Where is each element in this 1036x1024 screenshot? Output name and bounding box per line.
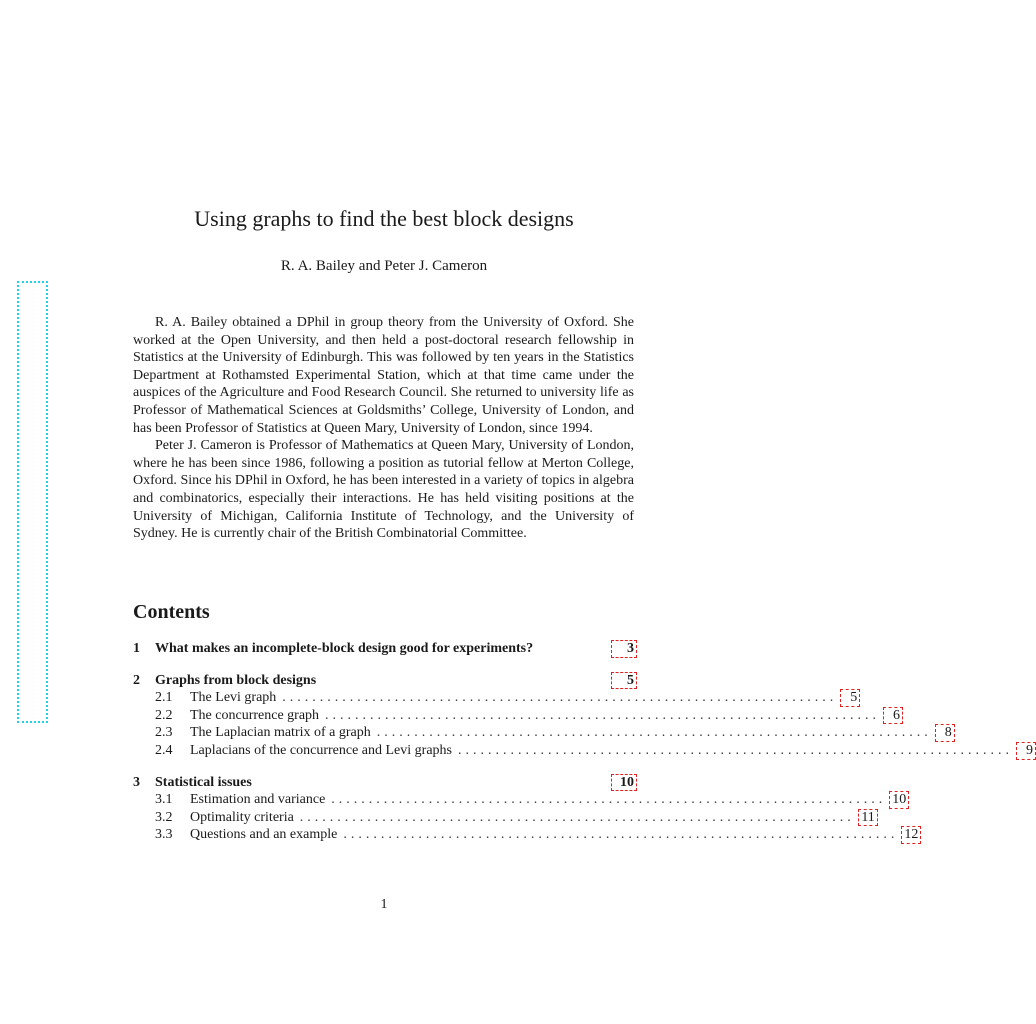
toc-subsection-2-3 <box>155 724 952 742</box>
toc-leader-dots: .......................................................................... <box>299 809 855 825</box>
toc-leader-dots: .......................................................................... <box>376 725 932 741</box>
toc-subsection-title[interactable]: Optimality criteria <box>190 809 294 825</box>
toc-section-title[interactable]: What makes an incomplete-block design good for experiments? <box>155 641 534 656</box>
toc-subsection-title[interactable]: Estimation and variance <box>190 792 326 808</box>
toc-page-link[interactable]: 5 <box>614 672 634 690</box>
toc-page-link[interactable]: 3 <box>614 640 634 658</box>
toc-subsection-3-1 <box>155 791 907 809</box>
toc-subsection-title[interactable]: Questions and an example <box>190 827 338 843</box>
toc-page-link[interactable]: 6 <box>886 707 900 725</box>
toc-subsection-title[interactable]: The concurrence graph <box>190 707 320 723</box>
toc-page-link[interactable]: 8 <box>938 724 952 742</box>
toc-subsection-number: 2.1 <box>155 690 173 706</box>
toc-page-link[interactable]: 12 <box>904 826 918 844</box>
toc-leader-dots: .......................................................................... <box>458 742 1013 758</box>
toc-section-title[interactable]: Statistical issues <box>155 774 252 790</box>
toc-subsection-number: 3.2 <box>155 809 173 825</box>
toc-section-2 <box>133 672 1033 760</box>
bio-cameron: Peter J. Cameron is Professor of Mathematics at Queen Mary, University of London, where he has been since 1986, following a position as tutorial fellow at Merton College, Oxford. Since his DPhil in Oxford, he has been interested in a variety of topics in algebra and combinatorics, especially their interactions. He has held visiting positions at the University of Michigan, California Institute of Technology, and the University of Sydney. He is currently chair of the British Combinatorial Committee. <box>133 438 634 542</box>
toc-section-number: 1 <box>133 641 140 656</box>
toc-subsection-2-1 <box>155 689 858 707</box>
margin-link-box[interactable] <box>17 281 48 723</box>
toc-section-title[interactable]: Graphs from block designs <box>155 672 317 688</box>
toc-subsection-number: 3.1 <box>155 792 173 808</box>
toc-subsection-number: 2.2 <box>155 707 173 723</box>
toc-subsection-number: 2.3 <box>155 725 173 741</box>
toc-subsection-title[interactable]: The Laplacian matrix of a graph <box>190 725 371 741</box>
toc-leader-dots: .......................................................................... <box>282 690 838 706</box>
bio-bailey: R. A. Bailey obtained a DPhil in group theory from the University of Oxford. She worked at the Open University, and then held a post-doctoral research fellowship in Statistics at the University of Edinburgh. This was followed by ten years in the Statistics Department at Rothamsted Experimental Station, which at that time came under the auspices of the Agriculture and Food Research Council. She returned to university life as Professor of Mathematical Sciences at Goldsmiths’ College, University of London, and has been Professor of Statistics at Queen Mary, University of London, since 1994. <box>133 315 634 436</box>
toc-subsection-2-4 <box>155 742 1033 760</box>
toc-leader-dots: .......................................................................... <box>331 792 887 808</box>
page-number: 1 <box>380 897 388 912</box>
toc-section-1 <box>133 640 634 658</box>
toc-subsection-2-2 <box>155 707 901 725</box>
toc-page-link[interactable]: 5 <box>843 689 857 707</box>
toc-page-link[interactable]: 11 <box>861 809 875 827</box>
toc-subsection-3-2 <box>155 809 875 827</box>
toc-subsection-3-3 <box>155 826 919 844</box>
toc-subsection-number: 2.4 <box>155 742 173 758</box>
toc-leader-dots: .......................................................................... <box>325 707 881 723</box>
toc-subsection-title[interactable]: Laplacians of the concurrence and Levi graphs <box>190 742 452 758</box>
contents-heading: Contents <box>133 601 210 623</box>
toc-page-link[interactable]: 9 <box>1019 742 1033 760</box>
toc-page-link[interactable]: 10 <box>614 774 634 792</box>
author-biographies <box>133 314 634 543</box>
toc-section-number: 2 <box>133 672 140 688</box>
toc-subsection-number: 3.3 <box>155 827 173 843</box>
toc-leader-dots: .......................................................................... <box>343 827 899 843</box>
toc-page-link[interactable]: 10 <box>892 791 906 809</box>
paper-title: Using graphs to find the best block designs <box>194 206 574 231</box>
paper-authors: R. A. Bailey and Peter J. Cameron <box>280 258 488 274</box>
toc-section-number: 3 <box>133 774 140 790</box>
toc-section-3 <box>133 774 919 844</box>
toc-subsection-title[interactable]: The Levi graph <box>190 690 277 706</box>
table-of-contents <box>133 640 1033 858</box>
